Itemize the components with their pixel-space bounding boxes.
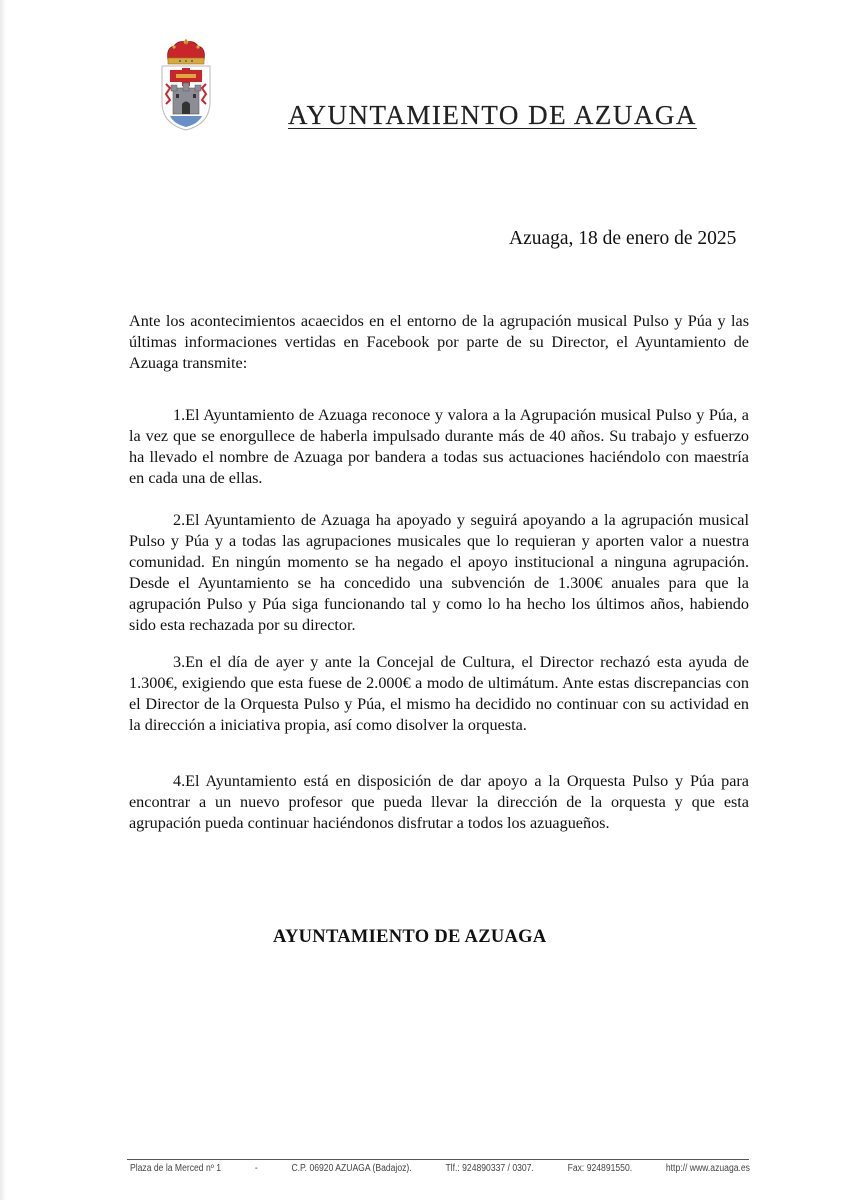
point-text: 1.El Ayuntamiento de Azuaga reconoce y valora a la Agrupación musical Pulso y Púa, a la vez que se enorgullece de haberla impulsado durante más de 40 años. Su trabajo y esfuerzo ha llevado el nombre de Azuaga por bandera a todas sus actuaciones haciéndolo con maestría en cada una de ellas. (129, 406, 749, 487)
point-paragraph-1 (129, 405, 749, 489)
page-edge-shadow (0, 0, 6, 1200)
point-paragraph-3 (129, 652, 749, 736)
footer-web[interactable]: http:// www.azuaga.es (665, 1162, 750, 1174)
coat-of-arms-icon (158, 38, 214, 132)
point-text: 2.El Ayuntamiento de Azuaga ha apoyado y seguirá apoyando a la agrupación musical Pulso y Púa y a todas las agrupaciones musicales que lo requieran y aporten valor a nuestra comunidad. En ningún momento se ha negado el apoyo institucional a ninguna agrupación. Desde el Ayuntamiento se ha concedido una subvención de 1.300€ anuales para que la agrupación Pulso y Púa siga funcionando tal y como lo ha hecho los últimos años, habiendo sido esta rechazada por su director. (129, 511, 749, 634)
point-paragraph-4 (129, 771, 749, 834)
footer-separator: - (254, 1162, 258, 1174)
footer (130, 1162, 750, 1174)
document-date: Azuaga, 18 de enero de 2025 (509, 228, 737, 249)
footer-postal: C.P. 06920 AZUAGA (Badajoz). (291, 1162, 412, 1174)
point-paragraph-2 (129, 510, 749, 636)
footer-address: Plaza de la Merced nº 1 (130, 1162, 222, 1174)
footer-fax: Fax: 924891550. (567, 1162, 633, 1174)
footer-phone: Tlf.: 924890337 / 0307. (445, 1162, 534, 1174)
footer-divider (127, 1159, 749, 1160)
point-text: 4.El Ayuntamiento está en disposición de dar apoyo a la Orquesta Pulso y Púa para encontrar a un nuevo profesor que pueda llevar la dirección de la orquesta y que esta agrupación pueda continuar haciéndonos disfrutar a todos los azuagueños. (129, 772, 749, 832)
point-text: 3.En el día de ayer y ante la Concejal de Cultura, el Director rechazó esta ayuda de 1.300€, exigiendo que esta fuese de 2.000€ a modo de ultimátum. Ante estas discrepancias con el Director de la Orquesta Pulso y Púa, el mismo ha decidido no continuar con su actividad en la dirección a iniciativa propia, así como disolver la orquesta. (129, 653, 749, 734)
header-title: AYUNTAMIENTO DE AZUAGA (288, 100, 697, 130)
intro-text: Ante los acontecimientos acaecidos en el entorno de la agrupación musical Pulso y Púa y las últimas informaciones vertidas en Facebook por parte de su Director, el Ayuntamiento de Azuaga transmite: (129, 312, 749, 372)
signature: AYUNTAMIENTO DE AZUAGA (273, 927, 547, 947)
intro-paragraph (129, 311, 749, 374)
